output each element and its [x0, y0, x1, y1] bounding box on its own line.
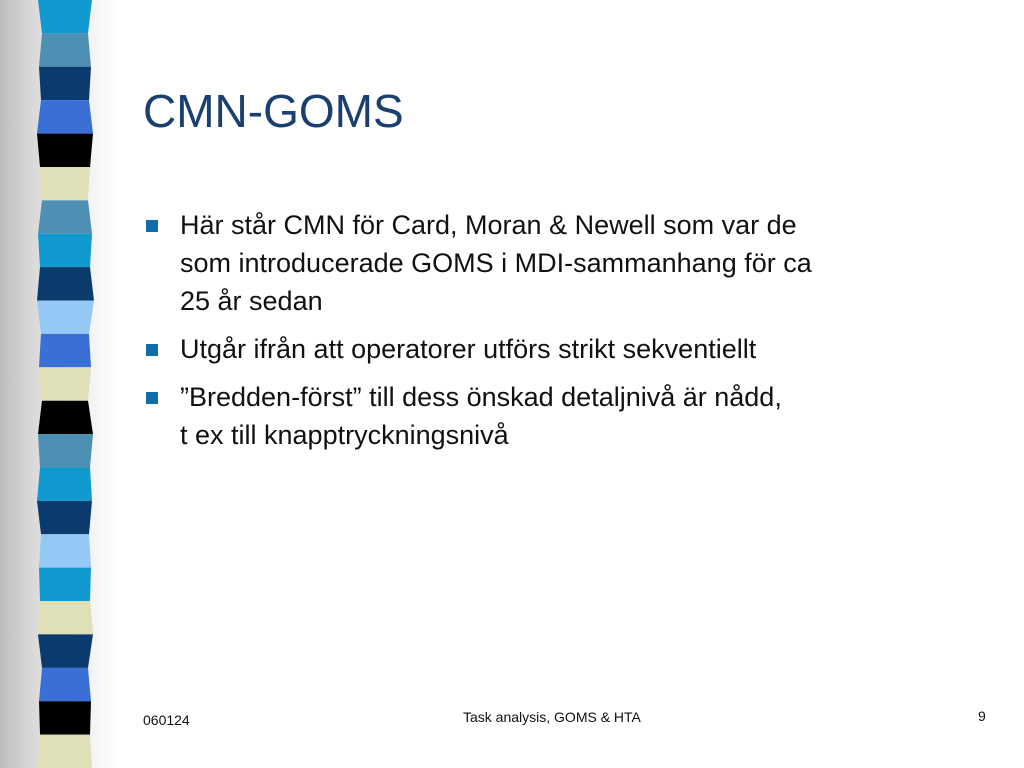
bullet-text-line: 25 år sedan [180, 286, 323, 316]
bullet-text-line: ”Bredden-först” till dess önskad detaljnivå är nådd, [180, 382, 782, 412]
stripe-svg [28, 0, 108, 768]
bullet-item [143, 206, 993, 320]
stripe-segment [38, 634, 93, 667]
stripe-segment [39, 334, 91, 367]
stripe-segment [38, 200, 92, 233]
footer-title: Task analysis, GOMS & HTA [463, 709, 641, 725]
bullet-text-line: Utgår ifrån att operatorer utförs strikt sekventiellt [180, 334, 757, 364]
bullet-item [143, 378, 993, 454]
stripe-segment [38, 735, 92, 768]
footer-page-number: 9 [978, 708, 986, 724]
stripe-segment [39, 668, 91, 701]
bullet-text-line: Här står CMN för Card, Moran & Newell som var de [180, 210, 797, 240]
stripe-segment [37, 301, 94, 334]
stripe-segment [39, 534, 91, 567]
bullet-text-line: som introducerade GOMS i MDI-sammanhang för ca [180, 248, 812, 278]
footer-date: 060124 [143, 712, 190, 728]
square-bullet-icon [146, 392, 158, 404]
stripe-segment [40, 167, 90, 200]
stripe-segment [37, 134, 93, 167]
bullet-text-line: t ex till knapptryckningsnivå [180, 420, 509, 450]
square-bullet-icon [146, 220, 158, 232]
stripe-segment [39, 67, 91, 100]
bullet-item [143, 330, 993, 368]
stripe-segment [38, 234, 92, 267]
stripe-segment [39, 367, 91, 400]
stripe-segment [39, 33, 91, 66]
stripe-segment [38, 601, 93, 634]
stripe-segment [39, 568, 91, 601]
stripe-segment [37, 100, 93, 133]
stripe-segment [38, 434, 93, 467]
stripe-segment [39, 701, 91, 734]
bullet-list [143, 206, 993, 464]
slide-title: CMN-GOMS [143, 85, 404, 137]
stripe-segment [38, 0, 92, 33]
stripe-segment [37, 467, 92, 500]
stripe-segment [38, 401, 93, 434]
stripe-segment [37, 501, 92, 534]
stripe-segment [37, 267, 94, 300]
square-bullet-icon [146, 344, 158, 356]
decorative-stripe-strip [28, 0, 108, 768]
